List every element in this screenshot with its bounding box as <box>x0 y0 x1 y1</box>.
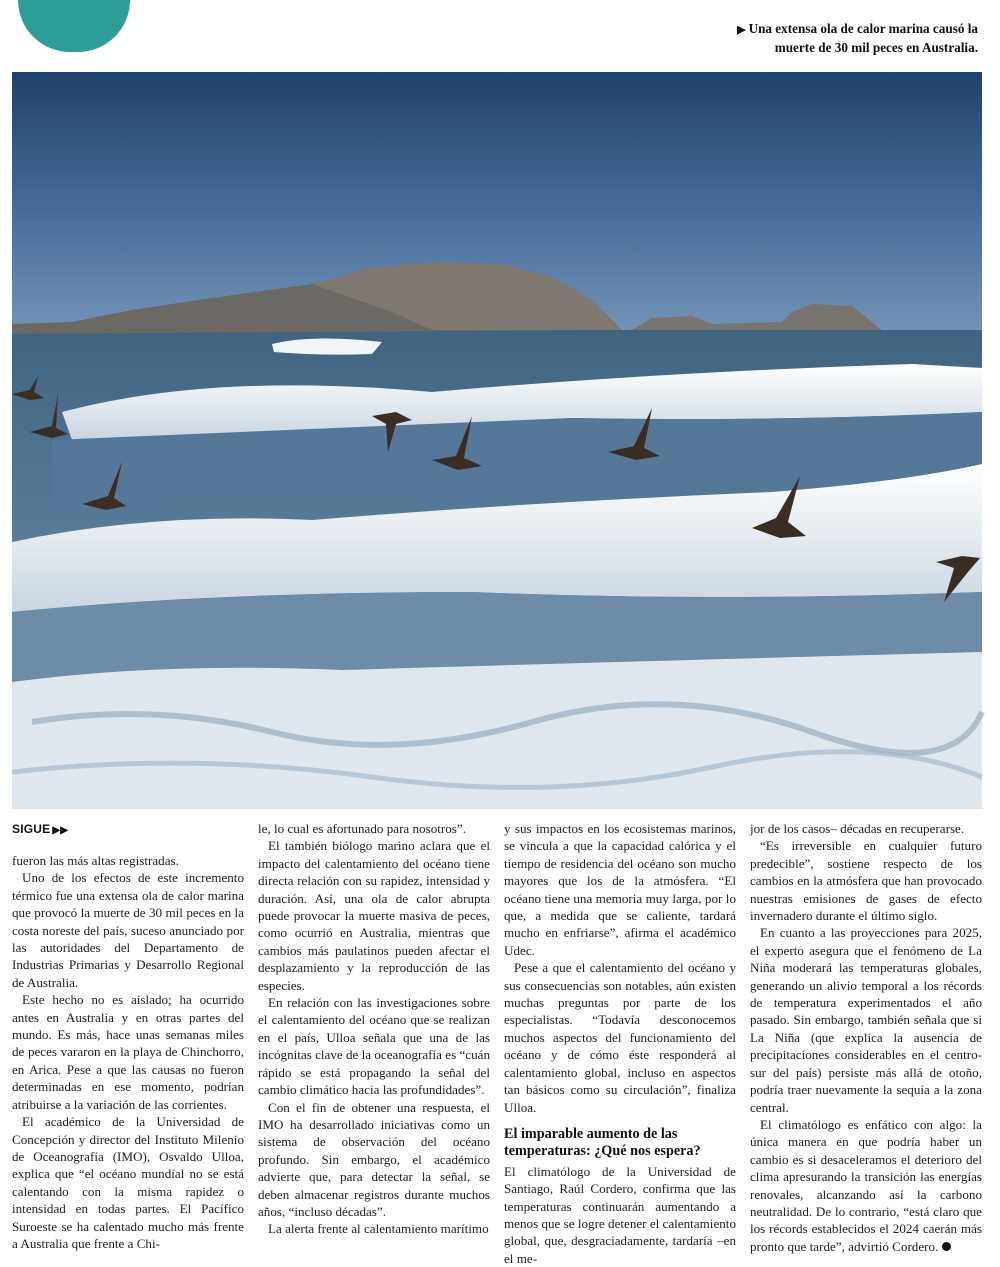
paragraph: jor de los casos– décadas en recuperarse. <box>750 821 965 836</box>
continues-text: SIGUE <box>12 822 51 836</box>
paragraph-last <box>750 1116 982 1255</box>
photo-illustration <box>12 72 982 809</box>
paragraph: Con el fin de obtener una respuesta, el IMO ha desarrollado iniciativas como un sistema de observación del océano profundo. Sin embargo, el académico advierte que, para detectar la señal, se deben almacenar registros durante muchos años, “incluso décadas”. <box>258 1099 490 1219</box>
ocean-birds-photo <box>12 72 982 809</box>
paragraph: Este hecho no es aislado; ha ocurrido antes en Australia y en otras partes del mundo. Es más, hace unas semanas miles de peces vararon en la playa de Chinchorro, en Arica. Pese a que las causas no fueron determinadas en ese momento, podrían atribuirse a la variación de las corrientes. <box>12 992 244 1112</box>
wave-crest-far <box>272 338 382 354</box>
continues-label <box>12 822 68 836</box>
paragraph: El climatólogo de la Universidad de Santiago, Raúl Cordero, confirma que las temperaturas continuarán aumentando a menos que se logre detener el calentamiento global, que, desgraciadamente, tardaría –en el me- <box>504 1163 736 1266</box>
caption-arrow-icon: ▶ <box>737 24 746 36</box>
photo-caption <box>718 20 978 57</box>
paragraph: Pese a que el calentamiento del océano y sus consecuencias son notables, aún existen muchas preguntas por parte de los especialistas. “Todavía desconocemos muchos aspectos del funcionamiento del océano y de cómo éste responderá al calentamiento global, incluso en aspectos tan básicos como su circulación”, finaliza Ulloa. <box>504 960 736 1115</box>
paragraph: y sus impactos en los ecosistemas marinos, se vincula a que la capacidad calórica y el tiempo de residencia del océano son mucho mayores que los de la atmósfera. “El océano tiene una memoria muy larga, por lo que, a medida que se caliente, tardará mucho en enfriarse”, afirma el académico Udec. <box>504 821 736 958</box>
article-column-2 <box>258 820 490 1237</box>
paragraph: En relación con las investigaciones sobre el calentamiento del océano que se realizan en el país, Ulloa señala que una de las incógnitas clave de la oceanografía es “cuán rápido se está propagando la señal del cambio climático hacia las profundidades”. <box>258 995 490 1098</box>
paragraph: En cuanto a las proyecciones para 2025, el experto asegura que el fenómeno de La Niña moderará las temperaturas globales, generando un alivio temporal a los récords de temperatura experimentados el año pasado. Sin embargo, también señala que si La Niña (que explica la ausencia de precipitaciones considerables en el centro-sur del país) persiste más allá de otoño, podría traer nuevamente la sequía a la zona central. <box>750 925 982 1115</box>
article-column-1 <box>12 852 244 1251</box>
paragraph: Uno de los efectos de este incremento térmico fue una extensa ola de calor marina que provocó la muerte de 30 mil peces en la costa noreste del país, suceso anunciado por las autoridades del Departamento de Industrias Primarias y Desarrollo Regional de Australia. <box>12 870 244 990</box>
section-tab-decoration <box>18 0 130 52</box>
paragraph: “Es irreversible en cualquier futuro predecible”, sostiene respecto de los cambios en la atmósfera que han provocado nuestras emisiones de gases de efecto invernadero durante el último siglo. <box>750 838 982 924</box>
double-arrow-icon: ▶▶ <box>52 825 69 836</box>
end-mark-icon <box>942 1242 951 1251</box>
paragraph: El también biólogo marino aclara que el impacto del calentamiento del océano tiene directa relación con su rapidez, intensidad y duración. Así, una ola de calor abrupta puede provocar la muerte masiva de peces, como ocurrió en Australia, mientras que cambios más paulatinos pueden afectar el desplazamiento y la reproducción de las especies. <box>258 838 490 993</box>
paragraph: fueron las más altas registradas. <box>12 853 179 868</box>
article-column-3 <box>504 820 736 1266</box>
paragraph: El académico de la Universidad de Concepción y director del Instituto Milenio de Oceanografía (IMO), Osvaldo Ulloa, explica que “el océano mundial no se está calentando con la misma rapidez o intensidad en todas partes. El Pacífico Suroeste se ha calentado mucho más frente a Australia que frente a Chi- <box>12 1114 244 1251</box>
paragraph-text: El climatólogo es enfático con algo: la única manera en que podría haber un cambio es si desaceleramos el deterioro del clima apresurando la transición las energías renovales, alcanzando así la carbono neutralidad. De lo contrario, “está claro que los récords establecidos el 2024 caerán más pronto que tarde”, advirtió Cordero. <box>750 1116 982 1254</box>
article-column-4 <box>750 820 982 1254</box>
paragraph: le, lo cual es afortunado para nosotros”. <box>258 821 466 836</box>
caption-text: Una extensa ola de calor marina causó la muerte de 30 mil peces en Australia. <box>748 21 978 55</box>
paragraph: La alerta frente al calentamiento marítimo <box>268 1221 489 1237</box>
section-subheading: El imparable aumento de las temperaturas: ¿Qué nos espera? <box>504 1125 701 1160</box>
